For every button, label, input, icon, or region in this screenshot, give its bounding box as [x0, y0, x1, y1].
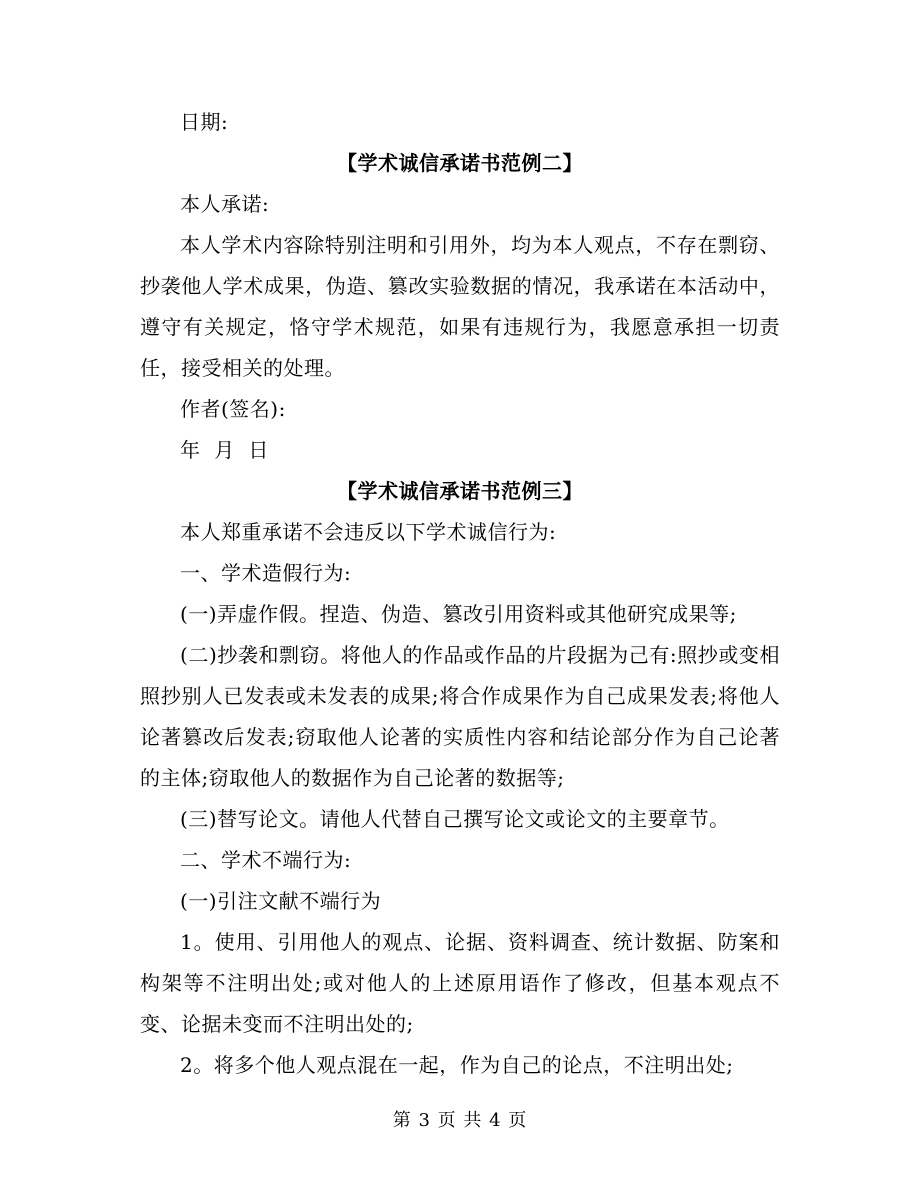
fraud-item-fabrication: (一)弄虚作假。捏造、伪造、篡改引用资料或其他研究成果等; — [180, 602, 737, 626]
misconduct-point-2: 2。将多个他人观点混在一起，作为自己的论点，不注明出处; — [180, 1053, 734, 1077]
misconduct-citation-heading: (一)引注文献不端行为 — [180, 889, 382, 913]
date-label: 日期: — [180, 110, 229, 134]
signature-date-line: 年 月 日 — [180, 438, 269, 462]
commitment-intro: 本人承诺: — [180, 192, 270, 216]
commitment-paragraph: 本人学术内容除特别注明和引用外，均为本人观点，不存在剽窃、抄袭他人学术成果，伪造、篡改实验数据的情况，我承诺在本活动中，遵守有关规定，恪守学术规范，如果有违规行为，我愿意承担一切责任，接受相关的处理。 — [140, 233, 780, 380]
fraud-item-ghostwriting: (三)替写论文。请他人代替自己撰写论文或论文的主要章节。 — [180, 807, 730, 831]
section3-intro: 本人郑重承诺不会违反以下学术诚信行为: — [180, 520, 557, 544]
academic-fraud-title: 一、学术造假行为: — [180, 561, 352, 585]
misconduct-point-1: 1。使用、引用他人的观点、论据、资料调查、统计数据、防案和构架等不注明出处;或对他人的上述原用语作了修改，但基本观点不变、论据未变而不注明出处的; — [140, 930, 780, 1036]
misconduct-title: 二、学术不端行为: — [180, 848, 352, 872]
signature-label: 作者(签名): — [180, 397, 286, 421]
section-heading-example-3: 【学术诚信承诺书范例三】 — [337, 479, 583, 503]
section-heading-example-2: 【学术诚信承诺书范例二】 — [337, 151, 583, 175]
page-number-footer: 第 3 页 共 4 页 — [392, 1110, 528, 1131]
document-body — [140, 102, 780, 1086]
fraud-item-plagiarism: (二)抄袭和剽窃。将他人的作品或作品的片段据为己有:照抄或变相照抄别人已发表或未发表的成果;将合作成果作为自己成果发表;将他人论著篡改后发表;窃取他人论著的实质性内容和结论部分作为自己论著的主体;窃取他人的数据作为自己论著的数据等; — [140, 643, 780, 790]
